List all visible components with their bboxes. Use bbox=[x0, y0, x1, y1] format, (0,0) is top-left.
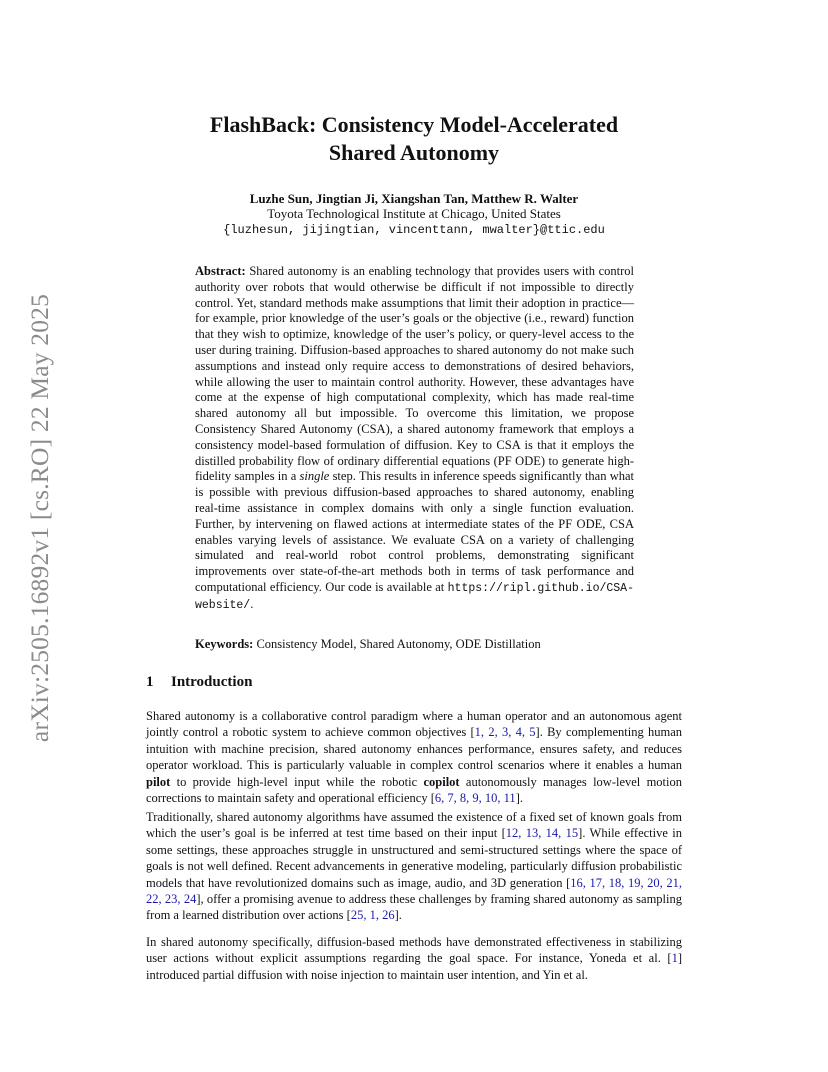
p1-text-d: autonomously manages low-level motion corrections to maintain safety and operational efficiency [ bbox=[146, 774, 682, 806]
p2-text-c: ], offer a promising avenue to address these challenges by framing shared autonomy as sampling from a learned distribution over actions [ bbox=[146, 892, 682, 923]
abstract bbox=[195, 264, 634, 614]
citation-link[interactable]: 16, 17, 18, 19, 20, 21, 22, 23, 24 bbox=[146, 875, 683, 907]
p1-bold-copilot: copilot bbox=[423, 774, 460, 789]
intro-paragraph-2 bbox=[146, 809, 682, 924]
citation-link[interactable]: 1, 2, 3, 4, 5 bbox=[474, 725, 536, 740]
arxiv-identifier bbox=[22, 275, 58, 760]
p2-text-d: ]. bbox=[394, 908, 402, 923]
p2-text-a: Traditionally, shared autonomy algorithms have assumed the existence of a fixed set of known goals from which the user’s goal is be inferred at test time based on their input [ bbox=[146, 810, 682, 841]
author-emails: {luzhesun, jijingtian, vincenttann, mwalter}@ttic.edu bbox=[223, 223, 605, 237]
p1-text-a: Shared autonomy is a collaborative control paradigm where a human operator and an autonomous agent jointly control a robotic system to achieve common objectives [ bbox=[146, 709, 682, 740]
abstract-text-2: step. This results in inference speeds significantly than what is possible with previous diffusion-based approaches to shared autonomy, enabling real-time assistance in complex domains with only a single function evaluation. Further, by intervening on flawed actions at intermediate states of the PF ODE, CSA enables varying levels of assistance. We evaluate CSA on a variety of challenging simulated and real-world robot control problems, demonstrating significant improvements over state-of-the-art methods both in terms of task performance and computational efficiency. Our code is available at bbox=[195, 469, 634, 594]
abstract-text-1: Shared autonomy is an enabling technology that provides users with control authority over robots that would otherwise be difficult if not impossible to directly control. Yet, standard methods make assumptions that limit their adoption in practice—for example, prior knowledge of the user’s goals or the objective (i.e., reward) function that they wish to optimize, knowledge of the user’s policy, or query-level access to the user during training. Diffusion-based approaches to shared autonomy do not make such assumptions and instead only require access to demonstrations of desired behaviors, while allowing the user to maintain control authority. However, these advantages have come at the expense of high computational complexity, which has made real-time shared autonomy all but impossible. To overcome this limitation, we propose Consistency Shared Autonomy (CSA), a shared autonomy framework that employs a consistency model-based formulation of diffusion. Key to CSA is that it employs the distilled probability flow of ordinary differential equations (PF ODE) to generate high-fidelity samples in a bbox=[195, 264, 634, 484]
p1-bold-pilot: pilot bbox=[146, 774, 171, 789]
keywords bbox=[195, 636, 634, 652]
paper-title bbox=[146, 111, 682, 167]
citation-link[interactable]: 25, 1, 26 bbox=[350, 908, 395, 923]
p1-text-c: to provide high-level input while the robotic bbox=[170, 774, 424, 789]
author-list: Luzhe Sun, Jingtian Ji, Xiangshan Tan, Matthew R. Walter bbox=[249, 191, 579, 206]
title-line-1: FlashBack: Consistency Model-Accelerated bbox=[209, 112, 619, 137]
p1-text-e: ]. bbox=[515, 791, 523, 806]
code-url-link[interactable]: https://ripl.github.io/CSA-website/ bbox=[195, 581, 634, 612]
p3-text-b: ] introduced partial diffusion with noise injection to maintain user intention, and Yin et al. bbox=[146, 951, 682, 982]
keywords-text: Consistency Model, Shared Autonomy, ODE Distillation bbox=[256, 637, 541, 651]
abstract-end: . bbox=[250, 596, 254, 611]
section-title: Introduction bbox=[171, 674, 253, 690]
citation-link[interactable]: 6, 7, 8, 9, 10, 11 bbox=[434, 791, 516, 806]
abstract-label: Abstract: bbox=[195, 264, 246, 278]
abstract-emphasis: single bbox=[299, 469, 330, 484]
affiliation: Toyota Technological Institute at Chicago, United States bbox=[267, 206, 561, 221]
citation-link[interactable]: 1 bbox=[671, 951, 678, 966]
intro-paragraph-1 bbox=[146, 708, 682, 806]
intro-paragraph-3 bbox=[146, 934, 682, 983]
section-number: 1 bbox=[146, 674, 154, 690]
title-line-2: Shared Autonomy bbox=[328, 140, 500, 165]
citation-link[interactable]: 12, 13, 14, 15 bbox=[505, 826, 579, 841]
arxiv-identifier-text: arXiv:2505.16892v1 [cs.RO] 22 May 2025 bbox=[25, 293, 54, 742]
p1-text-b: ]. By complementing human intuition with machine precision, shared autonomy enhances performance, ensures safety, and reduces operator workload. This is particularly valuable in complex control scenarios where it enables a human bbox=[146, 725, 683, 773]
p2-text-b: ]. While effective in some settings, these approaches struggle in unstructured and semi-structured settings where the space of goals is not well defined. Recent advancements in generative modeling, particularly diffusion probabilistic models that have revolutionized domains such as image, audio, and 3D generation [ bbox=[146, 826, 682, 890]
p3-text-a: In shared autonomy specifically, diffusion-based methods have demonstrated effectiveness in stabilizing user actions without explicit assumptions regarding the goal space. For instance, Yoneda et al. [ bbox=[146, 935, 682, 966]
keywords-label: Keywords: bbox=[195, 637, 254, 651]
section-heading-introduction bbox=[146, 672, 252, 692]
